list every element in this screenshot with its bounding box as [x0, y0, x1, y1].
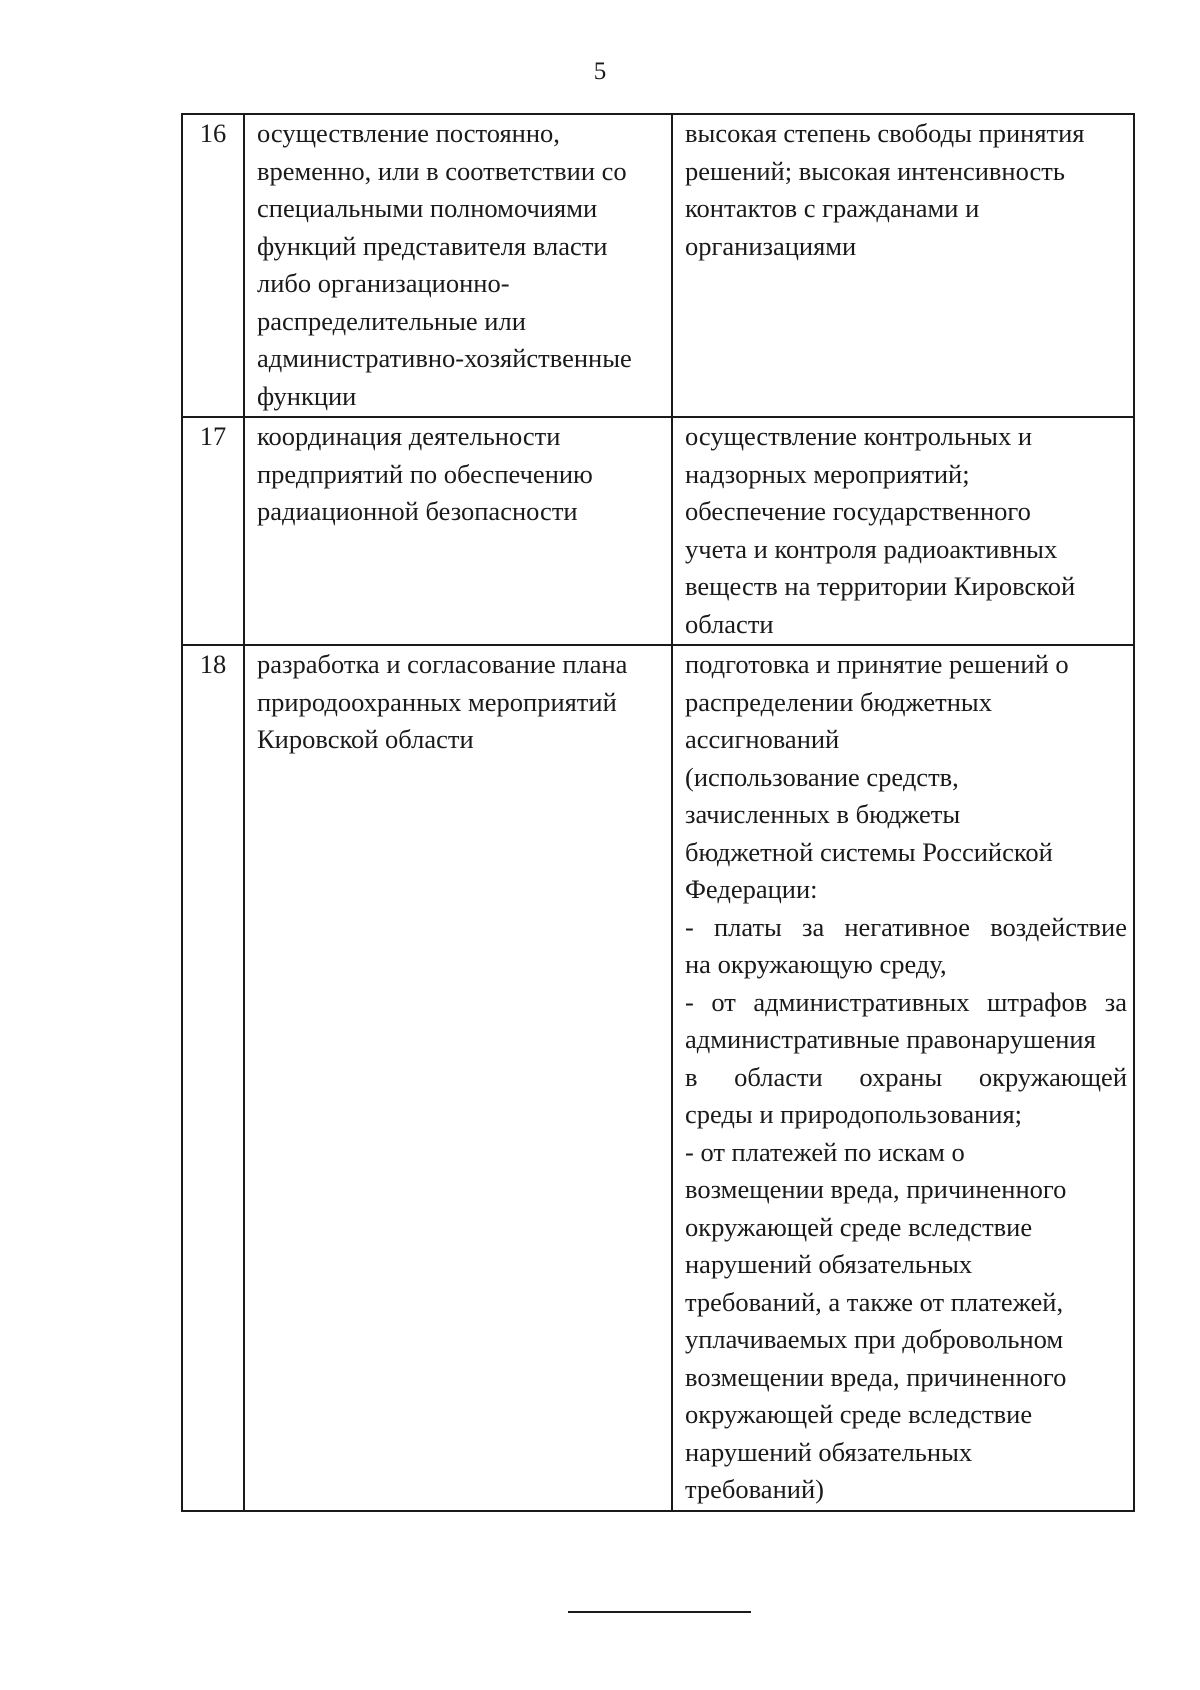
cell-line: требований): [685, 1474, 824, 1504]
cell-line: требований, а также от платежей,: [685, 1286, 1064, 1317]
cell-line: зачисленных в бюджеты: [685, 799, 961, 829]
cell-line: осуществление контрольных и: [685, 421, 1033, 451]
cell-line: области: [685, 608, 774, 639]
characteristic-cell: [672, 114, 1134, 417]
cell-line: ассигнований: [685, 724, 840, 754]
table-row: [182, 417, 1134, 645]
cell-line: подготовка и принятие решений о: [685, 649, 1069, 679]
cell-line: надзорных мероприятий;: [685, 458, 970, 489]
cell-line: специальными полномочиями: [257, 193, 598, 223]
row-number: 18: [182, 645, 244, 1511]
cell-line: веществ на территории Кировской: [685, 571, 1076, 601]
cell-line: - платы за негативное воздействие: [685, 911, 1127, 942]
cell-line: бюджетной системы Российской: [685, 836, 1053, 867]
cell-line: на окружающую среду,: [685, 949, 947, 979]
cell-line: разработка и согласование плана: [257, 649, 628, 679]
table-row: [182, 645, 1134, 1511]
cell-line: окружающей среде вследствие: [685, 1399, 1033, 1429]
cell-line: учета и контроля радиоактивных: [685, 533, 1058, 564]
cell-line: природоохранных мероприятий: [257, 686, 617, 717]
cell-line: (использование средств,: [685, 761, 959, 792]
footer-divider: [568, 1611, 751, 1613]
cell-line: административно-хозяйственные: [257, 343, 632, 373]
cell-line: координация деятельности: [257, 421, 561, 451]
cell-line: - от административных штрафов за: [685, 986, 1127, 1017]
cell-line: высокая степень свободы принятия: [685, 118, 1085, 148]
cell-line: радиационной безопасности: [257, 496, 578, 526]
cell-line: либо организационно-: [257, 268, 510, 298]
cell-line: среды и природопользования;: [685, 1099, 1023, 1129]
cell-line: - от платежей по искам о: [685, 1136, 965, 1167]
cell-line: уплачиваемых при добровольном: [685, 1324, 1064, 1354]
cell-line: Федерации:: [685, 874, 818, 904]
table-row: [182, 114, 1134, 417]
cell-line: возмещении вреда, причиненного: [685, 1361, 1067, 1392]
cell-line: функции: [257, 380, 357, 411]
cell-line: распределении бюджетных: [685, 686, 992, 717]
cell-line: административные правонарушения: [685, 1024, 1096, 1054]
characteristic-cell: [672, 417, 1134, 645]
page-number: 5: [593, 58, 607, 85]
cell-line: в области охраны окружающей: [685, 1061, 1127, 1092]
cell-line: организациями: [685, 230, 857, 261]
cell-line: контактов с гражданами и: [685, 193, 980, 223]
cell-line: нарушений обязательных: [685, 1249, 973, 1279]
cell-line: Кировской области: [257, 724, 474, 754]
function-cell: [244, 645, 672, 1511]
function-cell: [244, 114, 672, 417]
cell-line: возмещении вреда, причиненного: [685, 1174, 1067, 1204]
cell-line: окружающей среде вследствие: [685, 1211, 1033, 1242]
cell-line: обеспечение государственного: [685, 496, 1031, 526]
cell-line: функций представителя власти: [257, 230, 608, 261]
cell-line: временно, или в соответствии со: [257, 155, 627, 186]
cell-line: распределительные или: [257, 305, 526, 336]
functions-table: [181, 113, 1135, 1512]
cell-line: решений; высокая интенсивность: [685, 155, 1065, 186]
row-number: 16: [182, 114, 244, 417]
cell-line: осуществление постоянно,: [257, 118, 560, 148]
row-number: 17: [182, 417, 244, 645]
cell-line: нарушений обязательных: [685, 1436, 973, 1467]
function-cell: [244, 417, 672, 645]
cell-line: предприятий по обеспечению: [257, 458, 593, 489]
characteristic-cell: [672, 645, 1134, 1511]
